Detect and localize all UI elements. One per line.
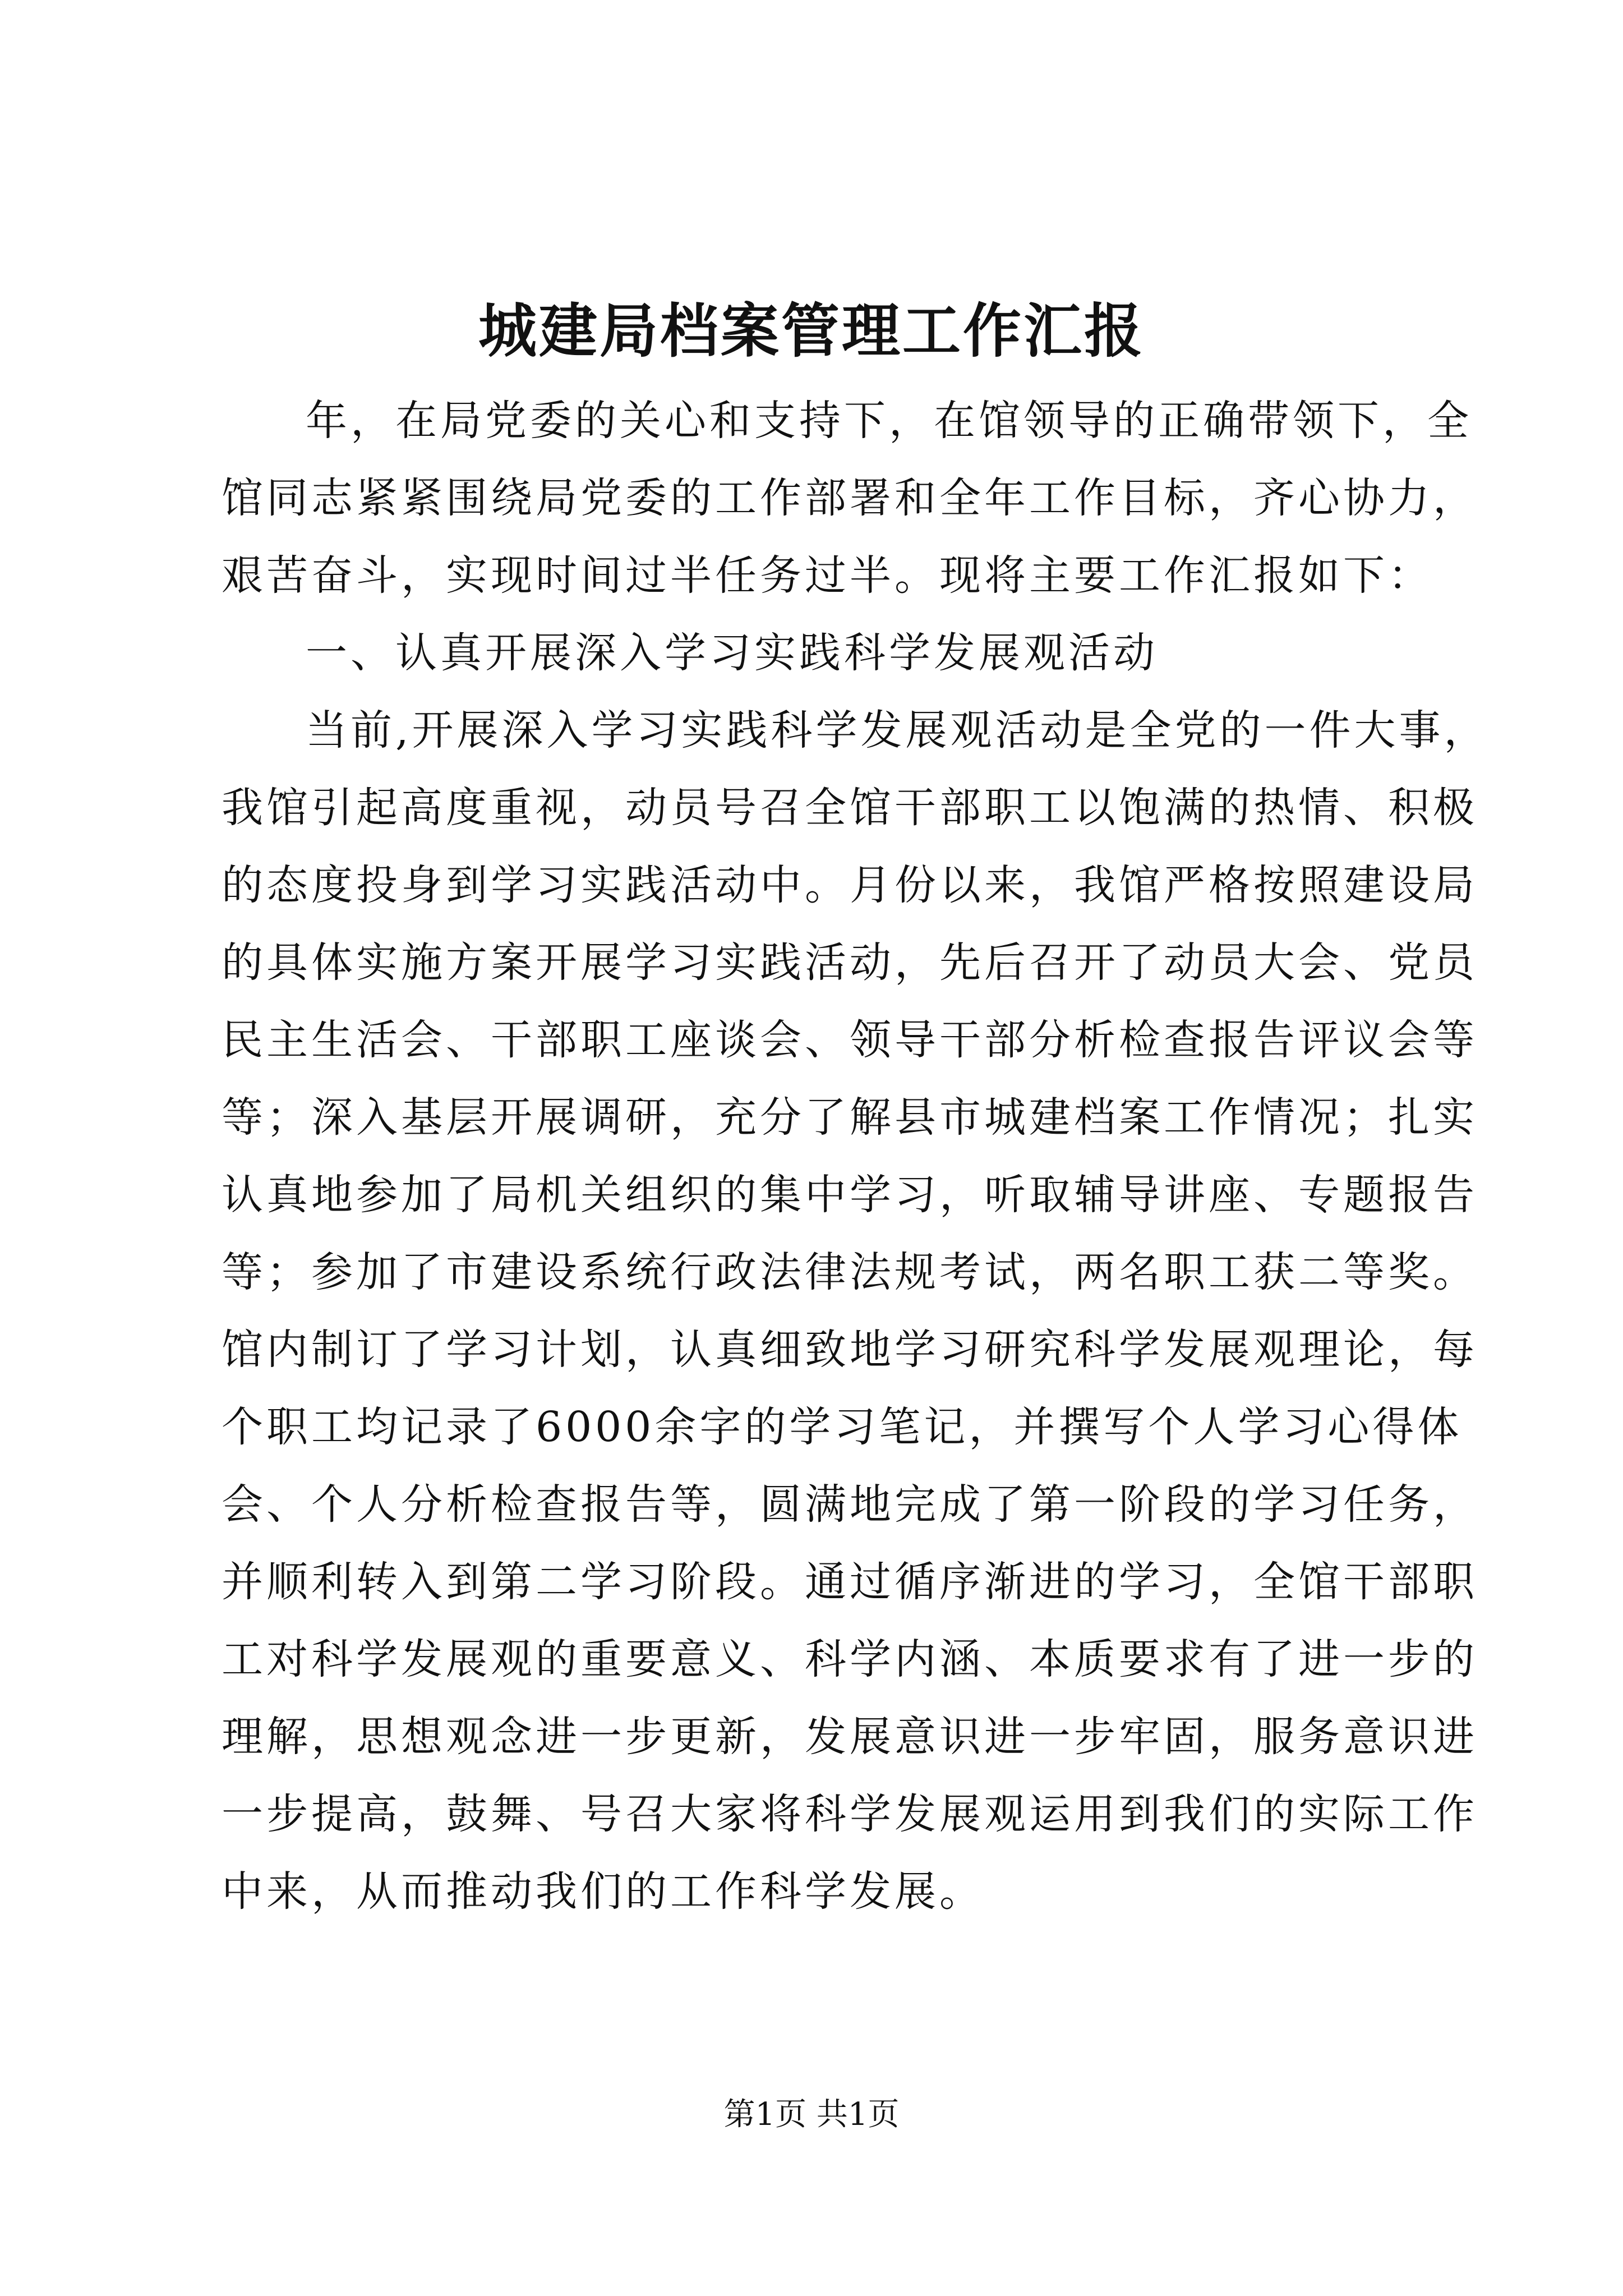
paragraph-line: 艰苦奋斗，实现时间过半任务过半。现将主要工作汇报如下： bbox=[222, 551, 1433, 600]
paragraph-line: 个职工均记录了6000余字的学习笔记，并撰写个人学习心得体 bbox=[222, 1403, 1463, 1451]
paragraph-line: 一步提高，鼓舞、号召大家将科学发展观运用到我们的实际工作 bbox=[222, 1790, 1478, 1838]
paragraph-line: 我馆引起高度重视，动员号召全馆干部职工以饱满的热情、积极 bbox=[222, 784, 1478, 832]
paragraph-line: 民主生活会、干部职工座谈会、领导干部分析检查报告评议会等 bbox=[222, 1016, 1478, 1064]
paragraph-line: 认真地参加了局机关组织的集中学习，听取辅导讲座、专题报告 bbox=[222, 1171, 1478, 1219]
paragraph-line: 会、个人分析检查报告等，圆满地完成了第一阶段的学习任务， bbox=[222, 1480, 1478, 1529]
paragraph-line: 的态度投身到学习实践活动中。月份以来，我馆严格按照建设局 bbox=[222, 861, 1478, 909]
paragraph-line: 工对科学发展观的重要意义、科学内涵、本质要求有了进一步的 bbox=[222, 1635, 1478, 1683]
section-heading: 一、认真开展深入学习实践科学发展观活动 bbox=[306, 629, 1158, 677]
paragraph-line: 等；深入基层开展调研，充分了解县市城建档案工作情况；扎实 bbox=[222, 1093, 1478, 1142]
page-footer: 第1页 共1页 bbox=[723, 2096, 900, 2133]
paragraph-line: 馆同志紧紧围绕局党委的工作部署和全年工作目标，齐心协力， bbox=[222, 474, 1478, 522]
paragraph-line: 馆内制订了学习计划，认真细致地学习研究科学发展观理论，每 bbox=[222, 1326, 1478, 1374]
paragraph-line: 年，在局党委的关心和支持下，在馆领导的正确带领下，全 bbox=[306, 397, 1472, 445]
document-title: 城建局档案管理工作汇报 bbox=[478, 296, 1145, 365]
paragraph-line: 当前,开展深入学习实践科学发展观活动是全党的一件大事， bbox=[306, 706, 1489, 754]
paragraph-line: 理解，思想观念进一步更新，发展意识进一步牢固，服务意识进 bbox=[222, 1713, 1478, 1761]
paragraph-line: 并顺利转入到第二学习阶段。通过循序渐进的学习，全馆干部职 bbox=[222, 1558, 1478, 1606]
paragraph-line: 等；参加了市建设系统行政法律法规考试，两名职工获二等奖。 bbox=[222, 1248, 1478, 1296]
paragraph-line: 中来，从而推动我们的工作科学发展。 bbox=[222, 1867, 984, 1916]
paragraph-line: 的具体实施方案开展学习实践活动，先后召开了动员大会、党员 bbox=[222, 938, 1478, 987]
